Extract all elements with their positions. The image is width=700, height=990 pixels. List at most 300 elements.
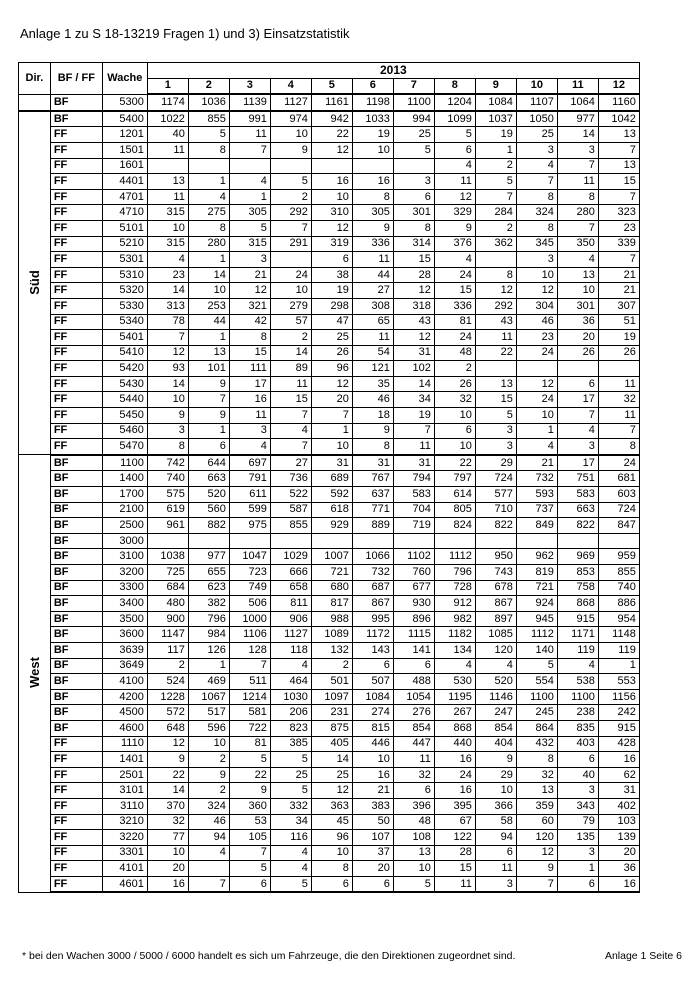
type-cell: FF	[50, 423, 102, 439]
wache-cell: 3500	[102, 611, 147, 627]
value-cell: 119	[557, 642, 598, 658]
value-cell: 11	[475, 861, 516, 877]
type-cell: FF	[50, 814, 102, 830]
value-cell: 2	[188, 783, 229, 799]
value-cell: 1089	[311, 627, 352, 643]
value-cell	[434, 533, 475, 549]
value-cell: 38	[311, 267, 352, 283]
value-cell: 279	[270, 298, 311, 314]
value-cell: 1147	[147, 627, 188, 643]
value-cell	[188, 158, 229, 174]
value-cell: 274	[352, 705, 393, 721]
value-cell: 14	[147, 783, 188, 799]
value-cell: 3	[557, 783, 598, 799]
value-cell: 16	[598, 752, 639, 768]
wache-cell: 3000	[102, 533, 147, 549]
value-cell: 12	[147, 736, 188, 752]
table-row	[19, 736, 640, 752]
type-cell: FF	[50, 158, 102, 174]
value-cell: 11	[434, 876, 475, 892]
value-cell: 35	[352, 376, 393, 392]
value-cell: 447	[393, 736, 434, 752]
value-cell: 1066	[352, 549, 393, 565]
value-cell: 950	[475, 549, 516, 565]
value-cell: 8	[188, 142, 229, 158]
value-cell: 26	[598, 345, 639, 361]
value-cell: 11	[393, 439, 434, 455]
wache-cell: 1700	[102, 487, 147, 503]
value-cell: 307	[598, 298, 639, 314]
value-cell: 737	[516, 502, 557, 518]
wache-cell: 2501	[102, 767, 147, 783]
page-title: Anlage 1 zu S 18-13219 Fragen 1) und 3) Einsatzstatistik	[20, 26, 350, 41]
value-cell: 315	[229, 236, 270, 252]
value-cell: 31	[311, 455, 352, 471]
value-cell: 20	[557, 330, 598, 346]
value-cell: 22	[311, 127, 352, 143]
value-cell: 611	[229, 487, 270, 503]
value-cell	[598, 533, 639, 549]
wache-cell: 3110	[102, 798, 147, 814]
value-cell: 46	[188, 814, 229, 830]
value-cell: 57	[270, 314, 311, 330]
value-cell: 12	[311, 220, 352, 236]
value-cell	[516, 533, 557, 549]
value-cell: 12	[393, 330, 434, 346]
value-cell: 596	[188, 720, 229, 736]
value-cell: 10	[434, 439, 475, 455]
table-row	[19, 549, 640, 565]
value-cell: 7	[598, 142, 639, 158]
value-cell: 8	[516, 752, 557, 768]
value-cell: 9	[147, 752, 188, 768]
value-cell: 805	[434, 502, 475, 518]
value-cell: 29	[475, 455, 516, 471]
value-cell: 5	[270, 174, 311, 190]
value-cell: 15	[229, 345, 270, 361]
value-cell	[270, 252, 311, 268]
value-cell: 725	[147, 565, 188, 581]
value-cell: 1029	[270, 549, 311, 565]
type-cell: FF	[50, 252, 102, 268]
value-cell: 13	[188, 345, 229, 361]
value-cell: 404	[475, 736, 516, 752]
value-cell: 7	[598, 252, 639, 268]
value-cell: 19	[311, 283, 352, 299]
wache-cell: 2100	[102, 502, 147, 518]
value-cell: 94	[475, 830, 516, 846]
value-cell: 6	[229, 876, 270, 892]
table-row	[19, 830, 640, 846]
value-cell: 7	[270, 439, 311, 455]
table-row	[19, 565, 640, 581]
wache-cell: 1401	[102, 752, 147, 768]
value-cell: 835	[557, 720, 598, 736]
value-cell: 1127	[270, 627, 311, 643]
wache-cell: 5340	[102, 314, 147, 330]
value-cell: 3	[393, 174, 434, 190]
value-cell: 1064	[557, 94, 598, 111]
value-cell	[352, 158, 393, 174]
value-cell: 44	[352, 267, 393, 283]
value-cell: 1	[188, 658, 229, 674]
value-cell: 43	[393, 314, 434, 330]
wache-cell: 3210	[102, 814, 147, 830]
wache-cell: 4500	[102, 705, 147, 721]
table-row	[19, 689, 640, 705]
value-cell: 231	[311, 705, 352, 721]
value-cell: 292	[270, 205, 311, 221]
value-cell: 5	[270, 783, 311, 799]
value-cell: 4	[516, 158, 557, 174]
value-cell: 11	[557, 174, 598, 190]
value-cell: 2	[147, 658, 188, 674]
value-cell: 7	[229, 142, 270, 158]
value-cell: 7	[516, 876, 557, 892]
value-cell: 10	[270, 283, 311, 299]
type-cell: BF	[50, 642, 102, 658]
value-cell: 21	[352, 783, 393, 799]
value-cell: 26	[557, 345, 598, 361]
type-cell: FF	[50, 798, 102, 814]
value-cell: 575	[147, 487, 188, 503]
wache-cell: 5450	[102, 408, 147, 424]
value-cell	[147, 533, 188, 549]
value-cell: 758	[557, 580, 598, 596]
value-cell: 26	[434, 376, 475, 392]
table-row	[19, 111, 640, 127]
table-row	[19, 252, 640, 268]
value-cell: 855	[598, 565, 639, 581]
type-cell: FF	[50, 283, 102, 299]
value-cell: 4	[557, 423, 598, 439]
value-cell: 1030	[270, 689, 311, 705]
type-cell: BF	[50, 689, 102, 705]
value-cell: 7	[147, 330, 188, 346]
wache-cell: 5410	[102, 345, 147, 361]
value-cell: 771	[352, 502, 393, 518]
value-cell: 94	[188, 830, 229, 846]
value-cell: 796	[188, 611, 229, 627]
footnote: * bei den Wachen 3000 / 5000 / 6000 handelt es sich um Fahrzeuge, die den Direktionen zugeordnet sind.	[22, 950, 516, 962]
value-cell: 7	[393, 423, 434, 439]
value-cell: 11	[434, 174, 475, 190]
table-row	[19, 705, 640, 721]
table-row	[19, 845, 640, 861]
value-cell: 403	[557, 736, 598, 752]
value-cell: 930	[393, 596, 434, 612]
value-cell: 811	[270, 596, 311, 612]
value-cell: 1174	[147, 94, 188, 111]
value-cell: 8	[516, 189, 557, 205]
value-cell: 572	[147, 705, 188, 721]
direction-cell	[19, 455, 51, 893]
value-cell: 135	[557, 830, 598, 846]
wache-cell: 5401	[102, 330, 147, 346]
value-cell: 329	[434, 205, 475, 221]
type-cell: FF	[50, 830, 102, 846]
value-cell: 8	[557, 189, 598, 205]
type-cell: FF	[50, 298, 102, 314]
value-cell: 16	[311, 174, 352, 190]
value-cell: 732	[352, 565, 393, 581]
value-cell: 1161	[311, 94, 352, 111]
wache-cell: 5210	[102, 236, 147, 252]
value-cell: 954	[598, 611, 639, 627]
value-cell: 1	[557, 861, 598, 877]
value-cell: 522	[270, 487, 311, 503]
value-cell: 553	[598, 674, 639, 690]
value-cell: 4	[557, 658, 598, 674]
value-cell: 78	[147, 314, 188, 330]
value-cell: 25	[516, 127, 557, 143]
value-cell: 5	[475, 408, 516, 424]
type-cell: BF	[50, 455, 102, 471]
value-cell: 6	[393, 783, 434, 799]
value-cell: 247	[475, 705, 516, 721]
value-cell: 854	[475, 720, 516, 736]
value-cell: 1172	[352, 627, 393, 643]
value-cell: 517	[188, 705, 229, 721]
value-cell: 942	[311, 111, 352, 127]
table-row	[19, 330, 640, 346]
value-cell: 9	[475, 752, 516, 768]
value-cell: 4	[434, 658, 475, 674]
value-cell: 121	[352, 361, 393, 377]
value-cell: 139	[598, 830, 639, 846]
value-cell: 5	[270, 752, 311, 768]
value-cell: 822	[475, 518, 516, 534]
wache-cell: 1110	[102, 736, 147, 752]
header-year: 2013	[147, 63, 639, 79]
value-cell: 995	[352, 611, 393, 627]
header-month: 8	[434, 78, 475, 94]
value-cell: 36	[598, 861, 639, 877]
value-cell	[270, 533, 311, 549]
value-cell: 6	[434, 142, 475, 158]
value-cell	[147, 158, 188, 174]
value-cell: 284	[475, 205, 516, 221]
value-cell: 25	[311, 330, 352, 346]
value-cell: 912	[434, 596, 475, 612]
value-cell: 583	[557, 487, 598, 503]
value-cell: 822	[557, 518, 598, 534]
value-cell: 275	[188, 205, 229, 221]
type-cell: FF	[50, 361, 102, 377]
value-cell: 2	[311, 658, 352, 674]
value-cell: 464	[270, 674, 311, 690]
value-cell: 21	[229, 267, 270, 283]
value-cell: 13	[393, 845, 434, 861]
wache-cell: 5301	[102, 252, 147, 268]
value-cell: 587	[270, 502, 311, 518]
value-cell: 292	[475, 298, 516, 314]
wache-cell: 3400	[102, 596, 147, 612]
value-cell: 6	[311, 252, 352, 268]
value-cell: 363	[311, 798, 352, 814]
value-cell: 1000	[229, 611, 270, 627]
table-row	[19, 174, 640, 190]
value-cell: 23	[147, 267, 188, 283]
value-cell: 1100	[393, 94, 434, 111]
value-cell: 7	[270, 408, 311, 424]
value-cell: 8	[393, 220, 434, 236]
value-cell: 345	[516, 236, 557, 252]
value-cell: 122	[434, 830, 475, 846]
value-cell: 10	[147, 845, 188, 861]
value-cell: 1112	[434, 549, 475, 565]
value-cell: 719	[393, 518, 434, 534]
value-cell: 120	[516, 830, 557, 846]
value-cell: 42	[229, 314, 270, 330]
value-cell: 6	[311, 876, 352, 892]
type-cell: BF	[50, 627, 102, 643]
value-cell: 3	[475, 423, 516, 439]
value-cell: 10	[311, 189, 352, 205]
value-cell: 27	[352, 283, 393, 299]
value-cell: 697	[229, 455, 270, 471]
value-cell: 7	[229, 845, 270, 861]
value-cell: 680	[311, 580, 352, 596]
value-cell: 291	[270, 236, 311, 252]
value-cell: 22	[475, 345, 516, 361]
value-cell: 108	[393, 830, 434, 846]
type-cell: FF	[50, 408, 102, 424]
value-cell: 60	[516, 814, 557, 830]
type-cell: BF	[50, 111, 102, 127]
type-cell: FF	[50, 767, 102, 783]
value-cell: 1033	[352, 111, 393, 127]
value-cell: 592	[311, 487, 352, 503]
value-cell: 13	[516, 783, 557, 799]
value-cell: 7	[188, 392, 229, 408]
value-cell: 360	[229, 798, 270, 814]
value-cell: 116	[270, 830, 311, 846]
value-cell: 20	[311, 392, 352, 408]
value-cell: 663	[557, 502, 598, 518]
table-body	[19, 63, 640, 893]
value-cell: 7	[598, 423, 639, 439]
value-cell: 34	[270, 814, 311, 830]
value-cell: 13	[557, 267, 598, 283]
value-cell: 12	[311, 142, 352, 158]
value-cell: 796	[434, 565, 475, 581]
value-cell: 1214	[229, 689, 270, 705]
value-cell: 305	[352, 205, 393, 221]
value-cell: 1156	[598, 689, 639, 705]
wache-cell: 1400	[102, 471, 147, 487]
value-cell: 554	[516, 674, 557, 690]
value-cell: 20	[598, 845, 639, 861]
value-cell: 3	[516, 252, 557, 268]
value-cell: 577	[475, 487, 516, 503]
value-cell: 867	[475, 596, 516, 612]
value-cell: 440	[434, 736, 475, 752]
value-cell: 13	[598, 158, 639, 174]
wache-cell: 3200	[102, 565, 147, 581]
value-cell: 4	[434, 252, 475, 268]
type-cell: FF	[50, 174, 102, 190]
header-month: 1	[147, 78, 188, 94]
type-cell: FF	[50, 783, 102, 799]
value-cell: 8	[598, 439, 639, 455]
table-row	[19, 439, 640, 455]
type-cell: BF	[50, 580, 102, 596]
direction-label: West	[26, 657, 42, 689]
value-cell: 31	[393, 345, 434, 361]
value-cell: 101	[188, 361, 229, 377]
value-cell: 10	[475, 783, 516, 799]
value-cell: 7	[188, 876, 229, 892]
value-cell: 336	[434, 298, 475, 314]
value-cell: 21	[598, 267, 639, 283]
table-row	[19, 798, 640, 814]
table-row	[19, 533, 640, 549]
header-month: 3	[229, 78, 270, 94]
value-cell: 62	[598, 767, 639, 783]
value-cell: 16	[434, 752, 475, 768]
value-cell: 1097	[311, 689, 352, 705]
value-cell: 24	[516, 392, 557, 408]
value-cell: 11	[147, 189, 188, 205]
direction-label: Süd	[26, 269, 42, 295]
value-cell: 9	[434, 220, 475, 236]
value-cell: 9	[352, 220, 393, 236]
value-cell: 506	[229, 596, 270, 612]
wache-cell: 4600	[102, 720, 147, 736]
value-cell: 5	[229, 752, 270, 768]
value-cell: 118	[270, 642, 311, 658]
header-month: 2	[188, 78, 229, 94]
wache-cell: 1501	[102, 142, 147, 158]
value-cell: 1160	[598, 94, 639, 111]
value-cell: 5	[270, 876, 311, 892]
wache-cell: 5420	[102, 361, 147, 377]
value-cell: 7	[229, 658, 270, 674]
value-cell	[516, 361, 557, 377]
value-cell: 10	[147, 392, 188, 408]
header-month: 6	[352, 78, 393, 94]
value-cell: 21	[598, 283, 639, 299]
value-cell: 53	[229, 814, 270, 830]
value-cell: 395	[434, 798, 475, 814]
value-cell: 10	[434, 408, 475, 424]
wache-cell: 5320	[102, 283, 147, 299]
type-cell: FF	[50, 314, 102, 330]
value-cell: 402	[598, 798, 639, 814]
value-cell: 982	[434, 611, 475, 627]
header-wache: Wache	[102, 63, 147, 95]
type-cell: FF	[50, 127, 102, 143]
table-row	[19, 596, 640, 612]
value-cell: 684	[147, 580, 188, 596]
value-cell: 96	[311, 361, 352, 377]
value-cell: 732	[516, 471, 557, 487]
value-cell: 962	[516, 549, 557, 565]
value-cell: 10	[516, 267, 557, 283]
value-cell: 991	[229, 111, 270, 127]
value-cell	[229, 533, 270, 549]
table-row	[19, 94, 640, 111]
value-cell: 24	[516, 345, 557, 361]
value-cell: 882	[188, 518, 229, 534]
value-cell: 681	[598, 471, 639, 487]
table-row	[19, 205, 640, 221]
value-cell: 19	[352, 127, 393, 143]
value-cell: 362	[475, 236, 516, 252]
value-cell: 5	[393, 142, 434, 158]
value-cell: 11	[475, 330, 516, 346]
